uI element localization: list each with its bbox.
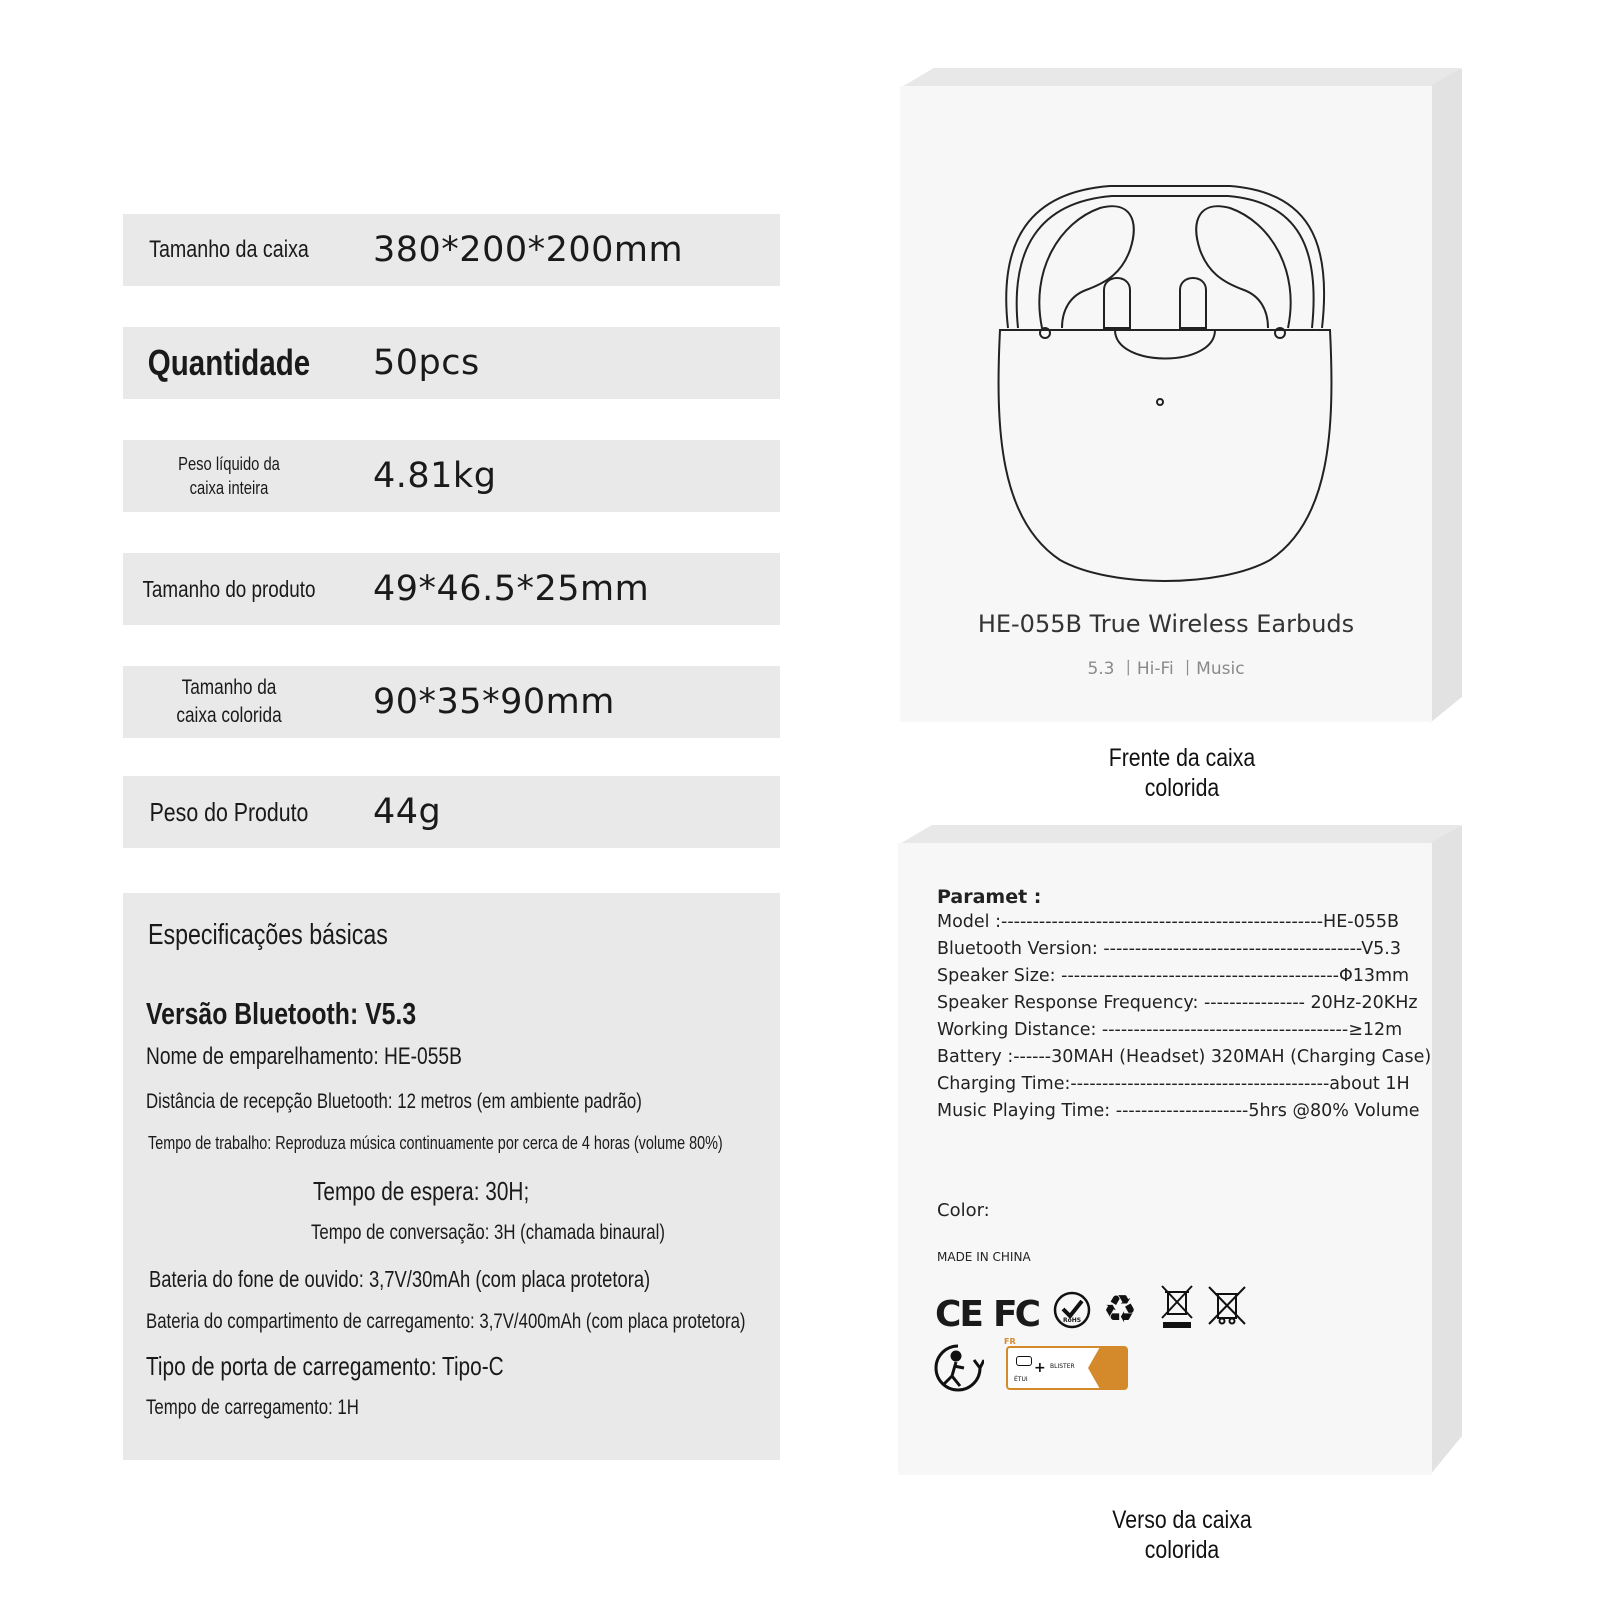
- recycle-icon: ♻: [1103, 1287, 1138, 1331]
- front-caption: [1072, 743, 1293, 803]
- row-value: 90*35*90mm: [373, 682, 615, 722]
- front-caption-line2: colorida: [1144, 774, 1220, 802]
- color-label: Color:: [937, 1200, 990, 1221]
- made-in-label: MADE IN CHINA: [937, 1250, 1031, 1264]
- fcc-mark-icon: FC: [993, 1294, 1039, 1335]
- row-label: Peso do Produto: [149, 796, 309, 827]
- back-caption-line2: colorida: [1144, 1536, 1220, 1564]
- spec-line: Tempo de espera: 30H;: [313, 1176, 530, 1206]
- spec-line: Distância de recepção Bluetooth: 12 metros (em ambiente padrão): [146, 1090, 642, 1113]
- param-line: Speaker Size: --------------------------------------------Φ13mm: [937, 966, 1410, 986]
- param-line: Charging Time:-----------------------------------------about 1H: [937, 1074, 1410, 1094]
- spec-line: Tipo de porta de carregamento: Tipo-C: [146, 1351, 504, 1381]
- param-line: Battery :------30MAH (Headset) 320MAH (Charging Case): [937, 1047, 1432, 1067]
- row-label: Tamanho do produto: [142, 575, 316, 602]
- param-title: Paramet :: [937, 886, 1042, 908]
- spec-line: Versão Bluetooth: V5.3: [146, 996, 417, 1031]
- spec-line: Tempo de trabalho: Reproduza música continuamente por cerca de 4 horas (volume 80%): [148, 1133, 723, 1153]
- triman-etui-label: ÉTUI: [1014, 1376, 1028, 1383]
- row-value: 50pcs: [373, 343, 480, 383]
- spec-row-product-weight: [123, 776, 780, 848]
- param-line: Model :---------------------------------------------------HE-055B: [937, 912, 1399, 932]
- row-label: Tamanho da caixa: [149, 236, 309, 263]
- triman-blister-label: BLISTER: [1050, 1363, 1075, 1370]
- rohs-label: RoHS: [1062, 1317, 1082, 1324]
- row-value: 380*200*200mm: [373, 230, 684, 270]
- param-line: Working Distance: ---------------------------------------≥12m: [937, 1020, 1403, 1040]
- etui-icon: [1016, 1356, 1032, 1366]
- rohs-icon: [1052, 1290, 1092, 1330]
- specs-title: Especificações básicas: [148, 919, 388, 951]
- spec-row-product-size: [123, 553, 780, 625]
- spec-line: Nome de emparelhamento: HE-055B: [146, 1043, 462, 1070]
- back-box-side-edge: [1430, 825, 1462, 1475]
- ce-mark-icon: CE: [935, 1294, 983, 1335]
- row-value: 49*46.5*25mm: [373, 569, 650, 609]
- plus-icon: +: [1034, 1360, 1046, 1376]
- spec-row-color-box-size: [123, 666, 780, 738]
- param-line: Bluetooth Version: -----------------------------------------V5.3: [937, 939, 1402, 959]
- row-label: Tamanho da caixa colorida: [176, 675, 282, 727]
- back-caption: [1072, 1505, 1293, 1565]
- weee-bin-icon: [1206, 1284, 1248, 1326]
- back-box-top-edge: [898, 825, 1460, 845]
- spec-line: Tempo de carregamento: 1H: [146, 1396, 359, 1419]
- triman-fr-label: FR: [1004, 1337, 1016, 1346]
- front-box-side-edge: [1430, 68, 1462, 723]
- row-value: 4.81kg: [373, 456, 497, 496]
- spec-line: Bateria do fone de ouvido: 3,7V/30mAh (com placa protetora): [149, 1266, 651, 1292]
- front-product-subtitle: 5.3 丨Hi-Fi 丨Music: [1087, 659, 1245, 679]
- spec-line: Bateria do compartimento de carregamento: 3,7V/400mAh (com placa protetora): [146, 1310, 746, 1333]
- row-value: 44g: [373, 792, 442, 832]
- row-label: Peso líquido da caixa inteira: [178, 453, 280, 498]
- front-product-title: HE-055B True Wireless Earbuds: [977, 610, 1355, 638]
- spec-row-quantity: [123, 327, 780, 399]
- spec-row-box-size: [123, 214, 780, 286]
- earbuds-case-illustration: [990, 180, 1340, 590]
- row-label: Quantidade: [147, 342, 311, 383]
- back-caption-line1: Verso da caixa: [1112, 1506, 1252, 1534]
- triman-info-badge: [1004, 1337, 1128, 1390]
- basic-specifications-panel: [123, 893, 780, 1460]
- param-line: Speaker Response Frequency: ---------------- 20Hz-20KHz: [937, 993, 1418, 1013]
- front-caption-line1: Frente da caixa: [1108, 744, 1256, 772]
- param-line: Music Playing Time: ---------------------5hrs @80% Volume: [937, 1101, 1420, 1121]
- front-box-top-edge: [900, 68, 1460, 88]
- triman-logo-icon: [932, 1342, 984, 1394]
- weee-bin-bar-icon: [1160, 1284, 1194, 1330]
- spec-line: Tempo de conversação: 3H (chamada binaural): [311, 1221, 665, 1244]
- spec-row-net-weight: [123, 440, 780, 512]
